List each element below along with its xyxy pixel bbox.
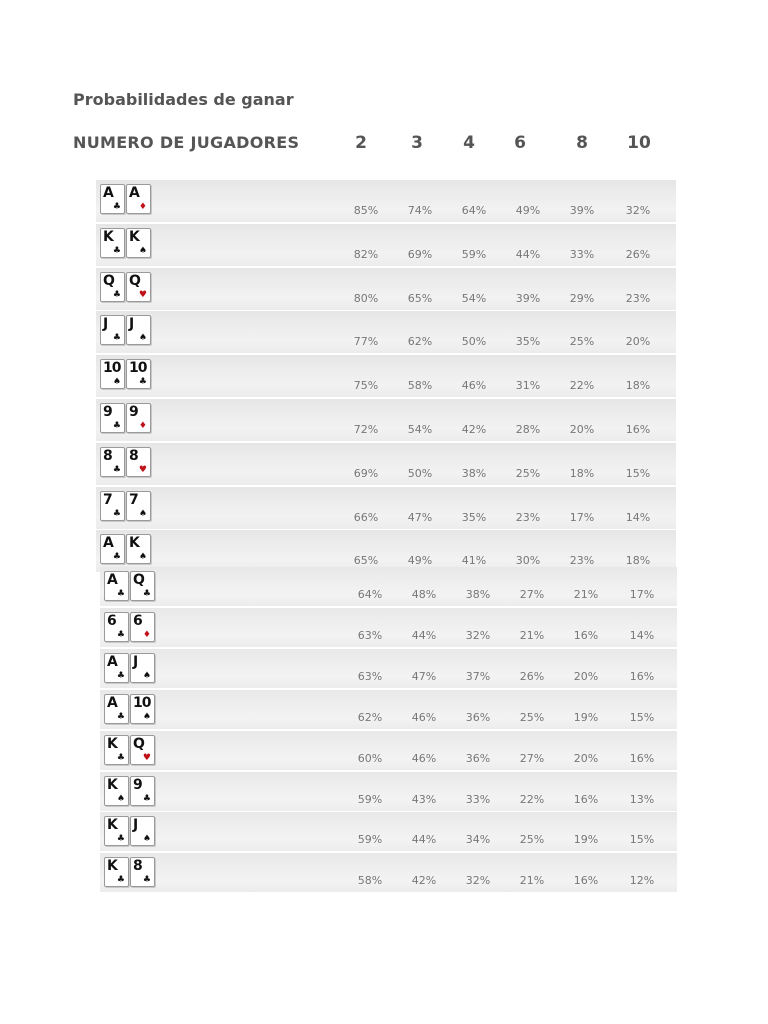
win-probability-cell: 80% [353, 292, 379, 305]
win-probability-cell: 63% [357, 629, 383, 642]
win-probability-cell: 25% [569, 335, 595, 348]
table-row [96, 399, 676, 443]
win-probability-cell: 27% [519, 752, 545, 765]
win-probability-cell: 35% [461, 511, 487, 524]
win-probability-cell: 15% [629, 711, 655, 724]
win-probability-cell: 15% [629, 833, 655, 846]
card-suit-icon: ♣ [112, 290, 121, 300]
playing-card [126, 534, 151, 564]
win-probability-cell: 38% [465, 588, 491, 601]
table-row [96, 487, 676, 531]
win-probability-cell: 65% [407, 292, 433, 305]
win-probability-cell: 21% [519, 874, 545, 887]
card-suit-icon: ♥ [138, 465, 147, 475]
win-probability-cell: 49% [515, 204, 541, 217]
card-rank: 9 [129, 404, 138, 420]
playing-card [126, 447, 151, 477]
card-rank: Q [133, 572, 144, 588]
card-suit-icon: ♣ [116, 753, 125, 763]
card-suit-icon: ♠ [138, 246, 147, 256]
win-probability-cell: 20% [573, 670, 599, 683]
table-row [100, 853, 677, 894]
win-probability-cell: 16% [573, 629, 599, 642]
card-rank: J [133, 654, 138, 670]
table-row [100, 649, 677, 690]
win-probability-cell: 21% [519, 629, 545, 642]
card-suit-icon: ♣ [112, 246, 121, 256]
table-row [96, 180, 676, 224]
playing-card [100, 228, 125, 258]
card-suit-icon: ♦ [138, 421, 147, 431]
card-rank: 10 [133, 695, 151, 711]
win-probability-cell: 36% [465, 711, 491, 724]
card-suit-icon: ♣ [112, 202, 121, 212]
playing-card [104, 735, 129, 765]
playing-card [126, 403, 151, 433]
card-rank: 6 [107, 613, 116, 629]
card-rank: Q [129, 273, 140, 289]
win-probability-cell: 66% [353, 511, 379, 524]
win-probability-cell: 74% [407, 204, 433, 217]
card-rank: A [103, 535, 113, 551]
playing-card [104, 612, 129, 642]
card-rank: J [129, 316, 134, 332]
win-probability-cell: 63% [357, 670, 383, 683]
win-probability-cell: 17% [629, 588, 655, 601]
win-probability-cell: 33% [569, 248, 595, 261]
card-suit-icon: ♣ [116, 671, 125, 681]
table-row [100, 731, 677, 772]
table-row [100, 812, 677, 853]
win-probability-cell: 15% [625, 467, 651, 480]
win-probability-cell: 65% [353, 554, 379, 567]
card-suit-icon: ♠ [112, 377, 121, 387]
win-probability-cell: 47% [411, 670, 437, 683]
win-probability-cell: 18% [569, 467, 595, 480]
card-suit-icon: ♣ [142, 794, 151, 804]
table-row [96, 311, 676, 355]
win-probability-cell: 25% [519, 833, 545, 846]
win-probability-cell: 37% [465, 670, 491, 683]
win-probability-cell: 25% [515, 467, 541, 480]
card-suit-icon: ♦ [138, 202, 147, 212]
win-probability-cell: 58% [357, 874, 383, 887]
players-col-4: 4 [463, 133, 475, 153]
card-suit-icon: ♣ [116, 712, 125, 722]
card-rank: 9 [103, 404, 112, 420]
card-suit-icon: ♣ [112, 421, 121, 431]
playing-card [100, 447, 125, 477]
win-probability-cell: 16% [629, 752, 655, 765]
playing-card [104, 694, 129, 724]
win-probability-cell: 77% [353, 335, 379, 348]
playing-card [100, 359, 125, 389]
win-probability-cell: 34% [465, 833, 491, 846]
playing-card [100, 184, 125, 214]
table-header [73, 133, 713, 155]
win-probability-cell: 35% [515, 335, 541, 348]
win-probability-cell: 75% [353, 379, 379, 392]
win-probability-cell: 82% [353, 248, 379, 261]
win-probability-cell: 36% [465, 752, 491, 765]
playing-card [126, 491, 151, 521]
playing-card [126, 184, 151, 214]
win-probability-cell: 23% [569, 554, 595, 567]
card-suit-icon: ♣ [116, 630, 125, 640]
win-probability-cell: 46% [411, 711, 437, 724]
win-probability-cell: 14% [625, 511, 651, 524]
card-suit-icon: ♣ [112, 333, 121, 343]
playing-card [126, 228, 151, 258]
card-rank: 6 [133, 613, 142, 629]
win-probability-cell: 16% [629, 670, 655, 683]
card-suit-icon: ♣ [138, 377, 147, 387]
card-suit-icon: ♠ [138, 552, 147, 562]
playing-card [100, 315, 125, 345]
win-probability-cell: 41% [461, 554, 487, 567]
win-probability-cell: 69% [353, 467, 379, 480]
card-rank: 8 [129, 448, 138, 464]
win-probability-cell: 18% [625, 379, 651, 392]
playing-card [100, 272, 125, 302]
win-probability-cell: 48% [411, 588, 437, 601]
card-rank: Q [103, 273, 114, 289]
playing-card [130, 694, 155, 724]
playing-card [104, 857, 129, 887]
win-probability-cell: 31% [515, 379, 541, 392]
card-suit-icon: ♠ [142, 712, 151, 722]
win-probability-cell: 72% [353, 423, 379, 436]
win-probability-cell: 20% [569, 423, 595, 436]
win-probability-cell: 16% [573, 874, 599, 887]
win-probability-cell: 59% [357, 833, 383, 846]
win-probability-cell: 23% [625, 292, 651, 305]
card-rank: K [129, 535, 139, 551]
card-suit-icon: ♣ [116, 875, 125, 885]
win-probability-cell: 14% [629, 629, 655, 642]
win-probability-cell: 22% [519, 793, 545, 806]
card-suit-icon: ♣ [142, 589, 151, 599]
win-probability-cell: 20% [625, 335, 651, 348]
card-suit-icon: ♣ [142, 875, 151, 885]
card-rank: 8 [133, 858, 142, 874]
card-rank: K [107, 777, 117, 793]
win-probability-cell: 19% [573, 711, 599, 724]
card-rank: A [107, 695, 117, 711]
win-probability-cell: 42% [461, 423, 487, 436]
win-probability-cell: 50% [407, 467, 433, 480]
table-row [100, 772, 677, 813]
card-suit-icon: ♣ [112, 465, 121, 475]
win-probability-cell: 26% [625, 248, 651, 261]
win-probability-cell: 29% [569, 292, 595, 305]
win-probability-cell: 64% [461, 204, 487, 217]
playing-card [126, 359, 151, 389]
card-rank: J [103, 316, 108, 332]
card-suit-icon: ♦ [142, 630, 151, 640]
table-row [96, 355, 676, 399]
page-title: Probabilidades de ganar [73, 90, 294, 109]
win-probability-cell: 39% [515, 292, 541, 305]
win-probability-cell: 38% [461, 467, 487, 480]
card-rank: 7 [103, 492, 112, 508]
card-rank: 10 [129, 360, 147, 376]
table-row [96, 268, 676, 312]
playing-card [100, 491, 125, 521]
win-probability-cell: 21% [573, 588, 599, 601]
card-rank: Q [133, 736, 144, 752]
card-suit-icon: ♠ [142, 671, 151, 681]
win-probability-cell: 44% [411, 833, 437, 846]
table-row [96, 443, 676, 487]
playing-card [130, 816, 155, 846]
win-probability-cell: 49% [407, 554, 433, 567]
playing-card [130, 735, 155, 765]
win-probability-cell: 62% [357, 711, 383, 724]
win-probability-cell: 28% [515, 423, 541, 436]
win-probability-cell: 20% [573, 752, 599, 765]
win-probability-cell: 26% [519, 670, 545, 683]
win-probability-cell: 22% [569, 379, 595, 392]
win-probability-cell: 47% [407, 511, 433, 524]
playing-card [130, 612, 155, 642]
win-probability-cell: 16% [573, 793, 599, 806]
playing-card [130, 857, 155, 887]
card-suit-icon: ♠ [138, 509, 147, 519]
card-rank: A [107, 572, 117, 588]
card-rank: K [103, 229, 113, 245]
win-probability-cell: 58% [407, 379, 433, 392]
card-suit-icon: ♥ [138, 290, 147, 300]
players-col-2: 2 [355, 133, 367, 153]
card-suit-icon: ♠ [116, 794, 125, 804]
win-probability-cell: 43% [411, 793, 437, 806]
players-col-3: 3 [411, 133, 423, 153]
win-probability-cell: 18% [625, 554, 651, 567]
win-probability-cell: 33% [465, 793, 491, 806]
card-suit-icon: ♠ [142, 834, 151, 844]
win-probability-cell: 50% [461, 335, 487, 348]
win-probability-cell: 85% [353, 204, 379, 217]
win-probability-cell: 39% [569, 204, 595, 217]
playing-card [104, 653, 129, 683]
card-rank: 10 [103, 360, 121, 376]
playing-card [100, 534, 125, 564]
card-rank: K [107, 817, 117, 833]
win-probability-cell: 54% [407, 423, 433, 436]
card-rank: K [129, 229, 139, 245]
card-suit-icon: ♥ [142, 753, 151, 763]
playing-card [130, 571, 155, 601]
table-row [100, 690, 677, 731]
win-probability-cell: 25% [519, 711, 545, 724]
table-row [100, 608, 677, 649]
playing-card [104, 816, 129, 846]
playing-card [126, 272, 151, 302]
win-probability-cell: 32% [465, 874, 491, 887]
card-rank: A [129, 185, 139, 201]
win-probability-cell: 59% [461, 248, 487, 261]
playing-card [104, 776, 129, 806]
win-probability-cell: 54% [461, 292, 487, 305]
playing-card [104, 571, 129, 601]
card-suit-icon: ♠ [138, 333, 147, 343]
card-rank: A [103, 185, 113, 201]
win-probability-cell: 32% [625, 204, 651, 217]
card-rank: A [107, 654, 117, 670]
win-probability-cell: 59% [357, 793, 383, 806]
playing-card [130, 653, 155, 683]
card-rank: K [107, 736, 117, 752]
playing-card [126, 315, 151, 345]
win-probability-cell: 69% [407, 248, 433, 261]
playing-card [130, 776, 155, 806]
table-row [100, 567, 677, 608]
win-probability-cell: 32% [465, 629, 491, 642]
win-probability-cell: 44% [515, 248, 541, 261]
win-probability-cell: 42% [411, 874, 437, 887]
table-row [96, 224, 676, 268]
win-probability-cell: 23% [515, 511, 541, 524]
card-rank: 9 [133, 777, 142, 793]
win-probability-cell: 27% [519, 588, 545, 601]
card-suit-icon: ♣ [116, 589, 125, 599]
playing-card [100, 403, 125, 433]
card-rank: 8 [103, 448, 112, 464]
card-rank: 7 [129, 492, 138, 508]
win-probability-cell: 44% [411, 629, 437, 642]
win-probability-cell: 62% [407, 335, 433, 348]
card-suit-icon: ♣ [112, 509, 121, 519]
card-rank: K [107, 858, 117, 874]
win-probability-cell: 13% [629, 793, 655, 806]
win-probability-cell: 46% [461, 379, 487, 392]
players-col-6: 6 [514, 133, 526, 153]
card-suit-icon: ♣ [116, 834, 125, 844]
win-probability-cell: 19% [573, 833, 599, 846]
win-probability-cell: 46% [411, 752, 437, 765]
players-header-label: NUMERO DE JUGADORES [73, 133, 300, 152]
win-probability-cell: 16% [625, 423, 651, 436]
players-col-10: 10 [627, 133, 651, 153]
win-probability-cell: 30% [515, 554, 541, 567]
win-probability-cell: 12% [629, 874, 655, 887]
win-probability-cell: 64% [357, 588, 383, 601]
players-col-8: 8 [576, 133, 588, 153]
win-probability-cell: 17% [569, 511, 595, 524]
card-rank: J [133, 817, 138, 833]
card-suit-icon: ♣ [112, 552, 121, 562]
win-probability-cell: 60% [357, 752, 383, 765]
